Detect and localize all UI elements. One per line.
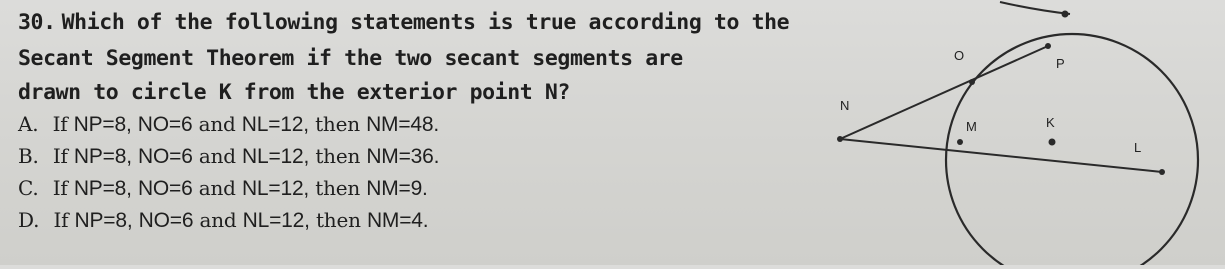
option-a-result: NM=48. [366,113,440,136]
option-c-given-nl: NL=12, [241,177,310,200]
option-a-and: and [198,112,236,136]
option-a-given-nl: NL=12, [241,113,309,136]
point-o [969,79,975,85]
label-m: M [966,119,977,134]
option-b-and: and [198,144,236,168]
option-d-result: NM=4. [366,209,429,232]
option-a-letter: A. [18,112,39,136]
secant-figure [820,0,1225,265]
question-line-3: drawn to circle K from the exterior point N? [18,80,570,105]
option-d-and: and [199,208,237,232]
option-a-if: If [52,112,68,136]
secant-segment-nl [840,139,1162,172]
point-m [957,139,963,145]
option-b-then: then [315,144,361,168]
option-c[interactable] [18,176,428,201]
option-b-given-no: NO=6 [138,145,193,168]
option-b-given-np: NP=8, [73,145,132,168]
option-b-result: NM=36. [366,145,440,168]
arc-fragment-top [1000,2,1070,14]
circle-k [946,34,1198,265]
option-d-then: then [315,208,361,232]
question-line-1 [18,10,789,35]
option-d-if: If [53,208,69,232]
question-line-2: Secant Segment Theorem if the two secant segments are [18,46,683,71]
option-d-letter: D. [18,208,40,232]
point-p [1045,43,1051,49]
label-l: L [1134,140,1142,155]
option-b-if: If [52,144,68,168]
option-b[interactable] [18,144,439,169]
option-d[interactable] [18,208,428,233]
option-c-result: NM=9. [366,177,428,200]
question-number: 30. [18,10,56,35]
label-k: K [1046,115,1055,130]
option-d-given-nl: NL=12, [242,209,310,232]
option-c-then: then [315,176,361,200]
option-c-given-np: NP=8, [73,177,132,200]
label-n: N [840,98,850,113]
option-b-letter: B. [18,144,39,168]
option-a[interactable] [18,112,439,137]
option-c-if: If [52,176,68,200]
point-k [1049,139,1056,146]
option-a-given-np: NP=8, [73,113,132,136]
secant-diagram [820,0,1225,265]
label-p: P [1056,56,1065,71]
arc-fragment-point [1062,11,1069,18]
option-d-given-np: NP=8, [74,209,133,232]
option-d-given-no: NO=6 [138,209,194,232]
option-a-then: then [315,112,360,136]
option-b-given-nl: NL=12, [242,145,310,168]
option-c-letter: C. [18,176,39,200]
option-c-and: and [198,176,236,200]
option-c-given-no: NO=6 [137,177,193,200]
option-a-given-no: NO=6 [137,113,193,136]
question-text-1: Which of the following statements is true according to the [61,10,790,35]
label-o: O [954,48,965,63]
secant-segment-np [840,46,1048,139]
point-l [1159,169,1165,175]
point-n [837,136,843,142]
